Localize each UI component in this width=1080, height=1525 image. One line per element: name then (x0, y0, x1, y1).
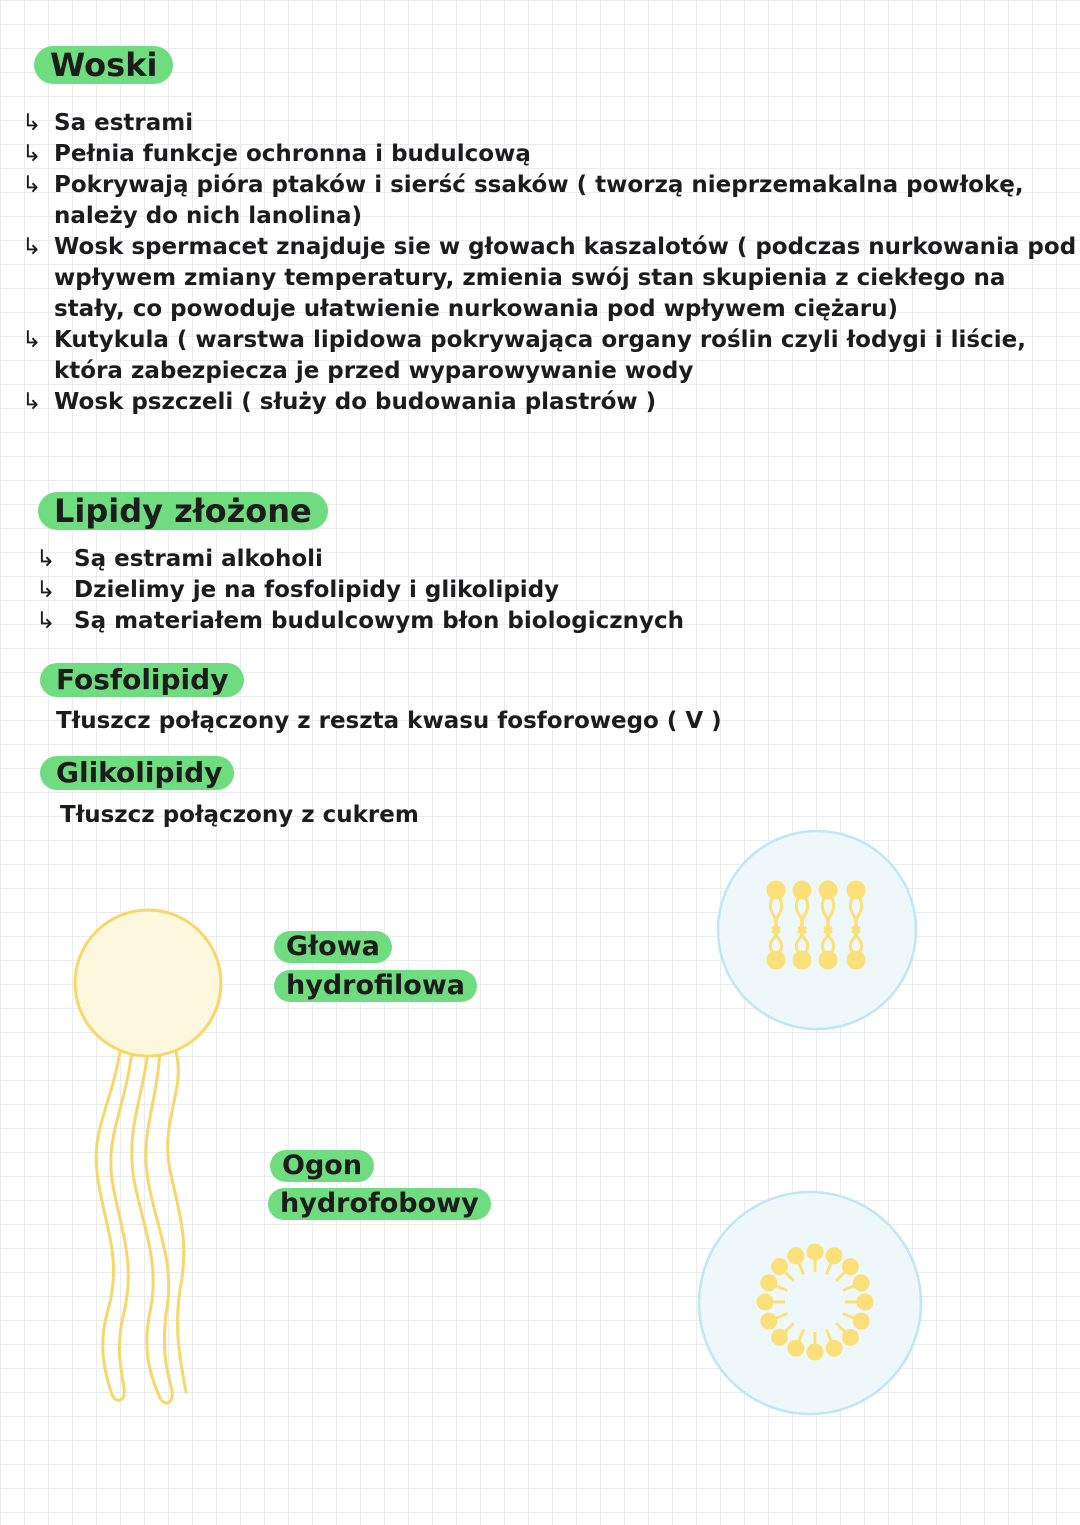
list-item: ↳ Wosk spermacet znajduje sie w głowach kaszalotów ( podczas nurkowania pod wpływem zmiany temperatury, zmienia swój stan skupienia z ciekłego na stały, co powoduje ułatwienie nurkowania pod wpływem ciężaru) (22, 234, 1077, 322)
list-item: ↳ Wosk pszczeli ( służy do budowania plastrów ) (22, 387, 1076, 418)
tail-label-line1: Ogon (270, 1150, 374, 1182)
fosfolipidy-title: Fosfolipidy (40, 663, 244, 697)
arrow-icon: ↳ (22, 327, 42, 353)
micelle-icon (699, 1192, 921, 1414)
arrow-icon: ↳ (36, 577, 56, 603)
arrow-icon: ↳ (36, 546, 56, 572)
phospholipid-head-icon (75, 910, 221, 1056)
list-item: ↳ Kutykula ( warstwa lipidowa pokrywająca organy roślin czyli łodygi i liście, która zabezpiecza je przed wyparowywanie wody (22, 327, 1026, 384)
phospholipid-tail-icon (96, 1052, 186, 1403)
list-item: ↳ Dzielimy je na fosfolipidy i glikolipidy (36, 575, 684, 606)
arrow-icon: ↳ (36, 608, 56, 634)
list-item: ↳ Są materiałem budulcowym błon biologicznych (36, 606, 684, 637)
head-label-line2: hydrofilowa (274, 970, 477, 1002)
list-item: ↳ Pokrywają pióra ptaków i sierść ssaków ( tworzą nieprzemakalna powłokę, należy do nich lanolina) (22, 172, 1024, 229)
arrow-icon: ↳ (22, 234, 42, 260)
woski-title: Woski (34, 46, 173, 84)
glikolipidy-text: Tłuszcz połączony z cukrem (60, 802, 419, 828)
arrow-icon: ↳ (22, 110, 42, 136)
bilayer-icon (718, 831, 916, 1029)
fosfolipidy-text: Tłuszcz połączony z reszta kwasu fosforowego ( V ) (56, 708, 722, 734)
arrow-icon: ↳ (22, 389, 42, 415)
head-label-line1: Głowa (274, 931, 392, 963)
arrow-icon: ↳ (22, 172, 42, 198)
glikolipidy-title: Glikolipidy (40, 756, 234, 790)
arrow-icon: ↳ (22, 141, 42, 167)
lipidy-title: Lipidy złożone (38, 492, 328, 530)
tail-label-line2: hydrofobowy (268, 1188, 491, 1220)
list-item: ↳ Sa estrami (22, 108, 1076, 139)
list-item: ↳ Są estrami alkoholi (36, 544, 684, 575)
list-item: ↳ Pełnia funkcje ochronna i budulcową (22, 139, 1076, 170)
